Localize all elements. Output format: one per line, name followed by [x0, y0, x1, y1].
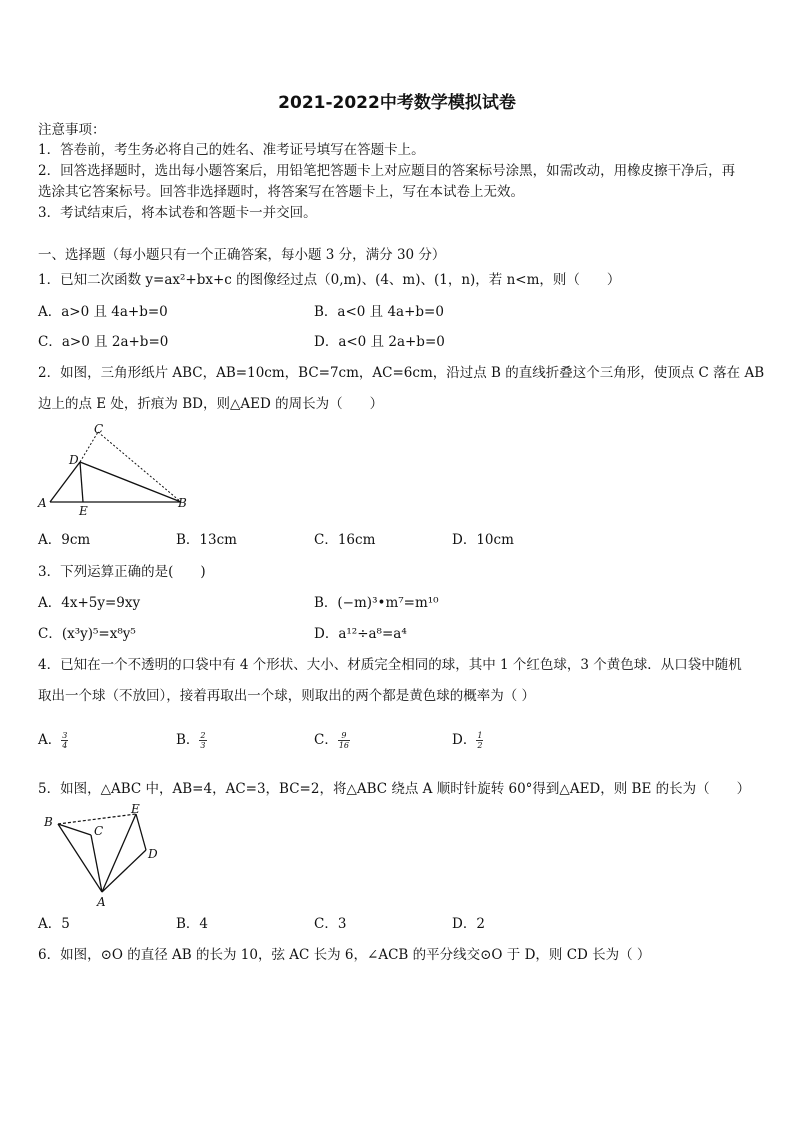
q4-option-b-fraction [199, 731, 206, 750]
question-1-stem: 1．已知二次函数 y=ax²+bx+c 的图像经过点（0,m)、(4、m)、(1，n)，若 n<m，则（ ） [38, 272, 621, 288]
q4-option-d [452, 731, 483, 750]
q4-option-a-denominator: 4 [62, 741, 68, 750]
page-title: 2021-2022中考数学模拟试卷 [278, 93, 516, 113]
question-2-stem: 2．如图，三角形纸片 ABC，AB=10cm，BC=7cm，AC=6cm，沿过点 B 的直线折叠这个三角形，使顶点 C 落在 AB [38, 365, 765, 381]
q4-option-d-letter: D． [452, 732, 477, 748]
q2-label-e: E [79, 504, 88, 518]
q2-option-d: D．10cm [452, 532, 514, 548]
q5-label-e: E [131, 802, 140, 816]
q4-option-b [176, 731, 207, 750]
question-2-stem-cont: 边上的点 E 处，折痕为 BD，则△AED 的周长为（ ） [38, 396, 384, 412]
q4-option-d-denominator: 2 [477, 741, 483, 750]
notice-item-1: 1．答卷前，考生务必将自己的姓名、准考证号填写在答题卡上。 [38, 142, 425, 158]
q2-option-a: A．9cm [38, 532, 91, 548]
q5-option-c: C．3 [314, 916, 347, 932]
question-5-stem: 5．如图，△ABC 中，AB=4，AC=3，BC=2，将△ABC 绕点 A 顺时针旋转 60°得到△AED，则 BE 的长为（ ） [38, 781, 751, 797]
q2-label-a: A [38, 496, 47, 510]
q4-option-b-denominator: 3 [200, 741, 206, 750]
q4-option-a-fraction [61, 731, 68, 750]
question-3-stem: 3．下列运算正确的是( ) [38, 564, 206, 580]
q2-label-c: C [94, 422, 104, 436]
q5-label-b: B [44, 815, 53, 829]
q4-option-c [314, 731, 350, 750]
question-4-stem-cont: 取出一个球（不放回），接着再取出一个球，则取出的两个都是黄色球的概率为（ ） [38, 688, 536, 704]
notice-item-3: 3．考试结束后，将本试卷和答题卡一并交回。 [38, 205, 317, 221]
q4-option-a-numerator: 3 [62, 731, 68, 740]
q4-option-c-letter: C． [314, 732, 338, 748]
question-6-stem: 6．如图，⊙O 的直径 AB 的长为 10，弦 AC 长为 6，∠ACB 的平分线交⊙O 于 D，则 CD 长为（ ） [38, 947, 651, 963]
q2-option-c: C．16cm [314, 532, 376, 548]
q4-option-b-letter: B． [176, 732, 200, 748]
section-heading: 一、选择题（每小题只有一个正确答案，每小题 3 分，满分 30 分） [38, 247, 446, 263]
q5-label-d: D [148, 847, 158, 861]
q4-option-c-numerator: 9 [338, 731, 350, 741]
q3-option-d: D．a¹²÷a⁸=a⁴ [314, 626, 407, 642]
notice-item-2-cont: 选涂其它答案标号。回答非选择题时，将答案写在答题卡上，写在本试卷上无效。 [38, 184, 524, 200]
notice-heading: 注意事项： [38, 122, 106, 138]
q5-option-a: A．5 [38, 916, 70, 932]
q4-option-a [38, 731, 68, 750]
notice-item-2: 2．回答选择题时，选出每小题答案后，用铅笔把答题卡上对应题目的答案标号涂黑，如需改动，用橡皮擦干净后，再 [38, 163, 736, 179]
q4-option-d-numerator: 1 [477, 731, 483, 740]
q1-option-b: B．a<0 且 4a+b=0 [314, 304, 444, 320]
q5-option-b: B．4 [176, 916, 209, 932]
q2-option-b: B．13cm [176, 532, 237, 548]
q1-option-a: A．a>0 且 4a+b=0 [38, 304, 168, 320]
q5-label-a: A [97, 895, 106, 908]
q3-option-b: B．(−m)³•m⁷=m¹⁰ [314, 595, 439, 611]
q5-rotation-figure [36, 800, 164, 908]
q5-option-d: D．2 [452, 916, 485, 932]
q4-option-a-letter: A． [38, 732, 62, 748]
q4-option-c-fraction [338, 731, 350, 750]
q4-option-d-fraction [476, 731, 483, 750]
question-4-stem: 4．已知在一个不透明的口袋中有 4 个形状、大小、材质完全相同的球，其中 1 个红色球，3 个黄色球．从口袋中随机 [38, 657, 742, 673]
q1-option-c: C．a>0 且 2a+b=0 [38, 334, 169, 350]
q4-option-c-denominator: 16 [338, 741, 350, 750]
q2-triangle-figure [36, 422, 190, 518]
q2-label-b: B [178, 496, 187, 510]
q5-label-c: C [94, 824, 104, 838]
q2-label-d: D [69, 453, 79, 467]
q3-option-c: C．(x³y)⁵=x⁸y⁵ [38, 626, 136, 642]
q4-option-b-numerator: 2 [200, 731, 206, 740]
q3-option-a: A．4x+5y=9xy [38, 595, 141, 611]
q1-option-d: D．a<0 且 2a+b=0 [314, 334, 445, 350]
